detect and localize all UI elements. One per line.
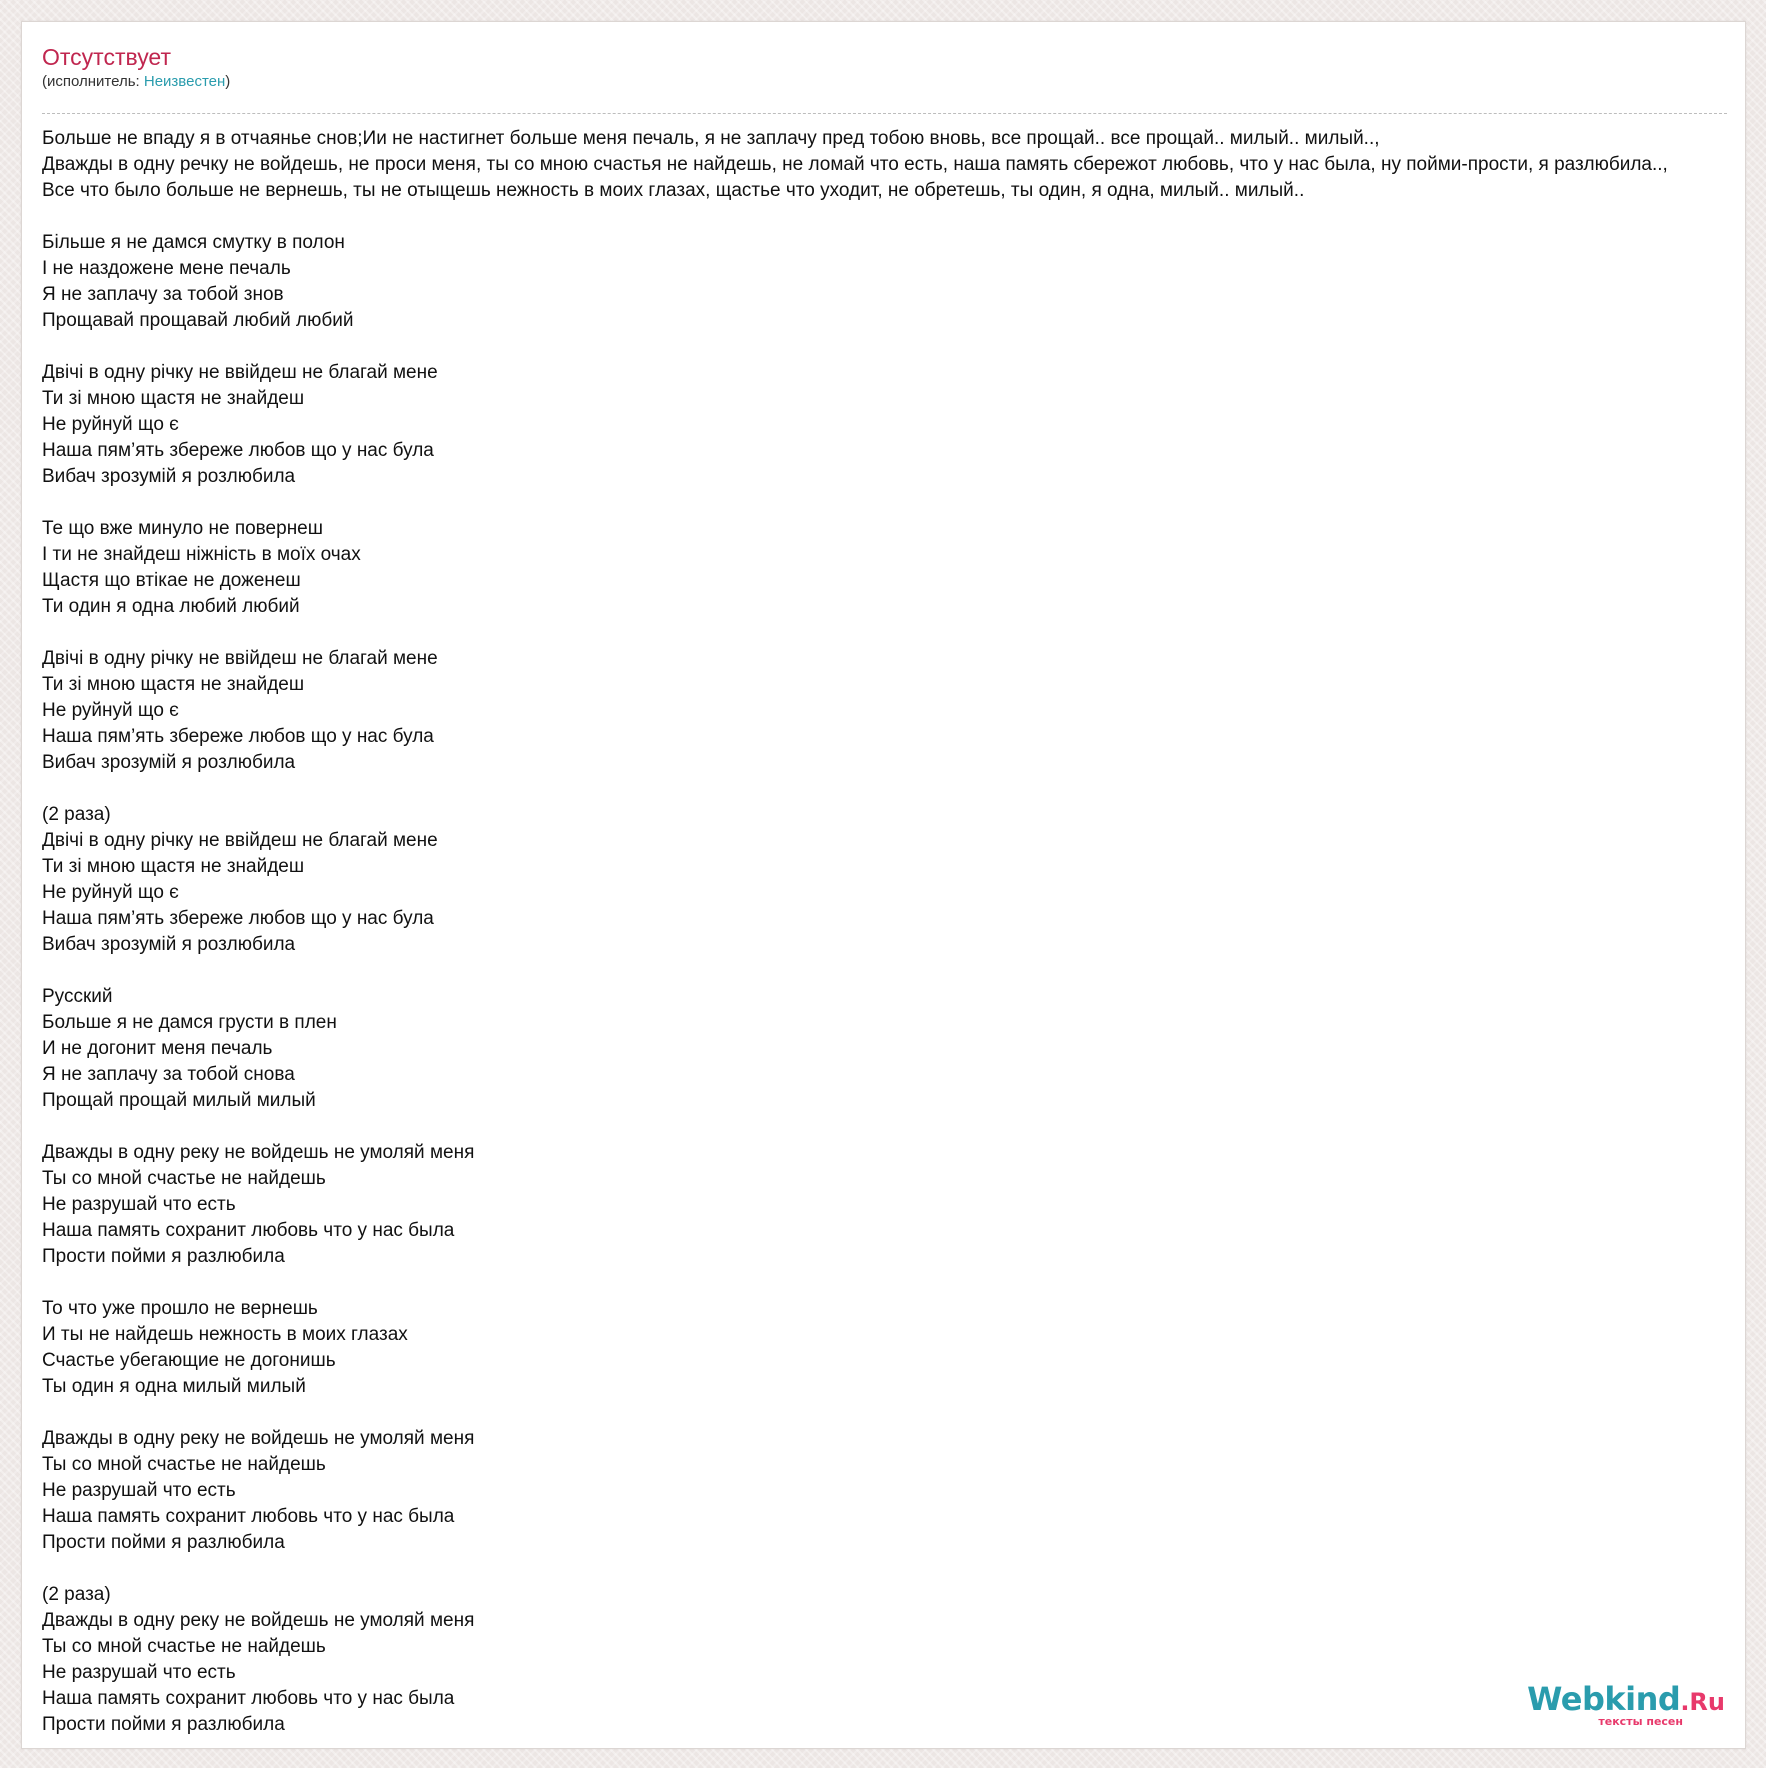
lyric-blank-line xyxy=(42,1556,1745,1582)
lyric-line: Не руйнуй що є xyxy=(42,882,179,903)
lyric-line: І ти не знайдеш ніжність в моїх очах xyxy=(42,544,361,565)
lyric-line: Не разрушай что есть xyxy=(42,1194,236,1215)
lyric-line: Більше я не дамся смутку в полон xyxy=(42,232,345,253)
lyric-line: Не руйнуй що є xyxy=(42,414,179,435)
lyric-line: Не руйнуй що є xyxy=(42,700,179,721)
lyric-blank-line xyxy=(42,334,1745,360)
performer-prefix: (исполнитель: xyxy=(42,73,144,90)
lyric-line: Прости пойми я разлюбила xyxy=(42,1246,285,1267)
lyric-line: Ты один я одна милый милый xyxy=(42,1376,306,1397)
lyric-line: Не разрушай что есть xyxy=(42,1662,236,1683)
lyric-line: И не догонит меня печаль xyxy=(42,1038,273,1059)
lyric-line: Ти зі мною щастя не знайдеш xyxy=(42,856,305,877)
lyric-blank-line xyxy=(42,958,1745,984)
lyric-line: Наша память сохранит любовь что у нас была xyxy=(42,1220,455,1241)
lyric-line: Те що вже минуло не повернеш xyxy=(42,518,323,539)
lyric-line: Вибач зрозумій я розлюбила xyxy=(42,466,296,487)
lyric-line: Я не заплачу за тобой знов xyxy=(42,284,284,305)
lyric-line: Ты со мной счастье не найдешь xyxy=(42,1454,326,1475)
lyric-line: Все что было больше не вернешь, ты не отыщешь нежность в моих глазах, щастье что уходит, не обретешь, ты один, я одна, милый.. милый.. xyxy=(42,180,1305,201)
watermark-brand: Webkind xyxy=(1527,1680,1681,1718)
lyric-line: Двічі в одну річку не ввійдеш не благай мене xyxy=(42,362,438,383)
lyric-blank-line xyxy=(42,620,1745,646)
lyric-line: Наша пям’ять збереже любов що у нас була xyxy=(42,908,434,929)
lyric-blank-line xyxy=(42,1400,1745,1426)
lyric-line: Ти зі мною щастя не знайдеш xyxy=(42,388,305,409)
lyric-line: Ты со мной счастье не найдешь xyxy=(42,1168,326,1189)
lyric-line: Щастя що втікае не доженеш xyxy=(42,570,301,591)
lyric-line: Наша пям’ять збереже любов що у нас була xyxy=(42,440,434,461)
lyric-line: Не разрушай что есть xyxy=(42,1480,236,1501)
webkind-watermark-logo xyxy=(1525,1682,1725,1726)
lyric-line: Ти зі мною щастя не знайдеш xyxy=(42,674,305,695)
lyric-line: Больше я не дамся грусти в плен xyxy=(42,1012,337,1033)
lyric-line: Прощавай прощавай любий любий xyxy=(42,310,354,331)
lyric-line: Двічі в одну річку не ввійдеш не благай мене xyxy=(42,830,438,851)
lyric-line: Прости пойми я разлюбила xyxy=(42,1532,285,1553)
lyric-line: Ти один я одна любий любий xyxy=(42,596,300,617)
lyric-line: (2 раза) xyxy=(42,804,111,825)
lyric-line: Прости пойми я разлюбила xyxy=(42,1714,285,1735)
lyric-line: Больше не впаду я в отчаянье снов;Ии не настигнет больше меня печаль, я не заплачу пред тобою вновь, все прощай.. все прощай.. милый.. милый.., xyxy=(42,128,1380,149)
lyric-line: И ты не найдешь нежность в моих глазах xyxy=(42,1324,408,1345)
lyrics-page xyxy=(21,21,1746,1749)
watermark-tagline: тексты песен xyxy=(1598,1715,1683,1728)
performer-suffix: ) xyxy=(225,73,231,90)
lyric-line: Вибач зрозумій я розлюбила xyxy=(42,752,296,773)
lyric-line: Русский xyxy=(42,986,113,1007)
lyric-blank-line xyxy=(42,490,1745,516)
lyric-line: Наша пям’ять збереже любов що у нас була xyxy=(42,726,434,747)
lyric-line: Наша память сохранит любовь что у нас была xyxy=(42,1688,455,1709)
lyrics-text xyxy=(42,126,1745,1738)
lyric-line: Прощай прощай милый милый xyxy=(42,1090,316,1111)
lyric-line: І не наздожене мене печаль xyxy=(42,258,291,279)
song-title: Отсутствует xyxy=(42,44,171,70)
song-header xyxy=(42,43,1727,114)
watermark-tld: .Ru xyxy=(1680,1688,1725,1716)
lyric-line: То что уже прошло не вернешь xyxy=(42,1298,318,1319)
lyric-blank-line xyxy=(42,1114,1745,1140)
lyric-line: Вибач зрозумій я розлюбила xyxy=(42,934,296,955)
lyric-line: Двічі в одну річку не ввійдеш не благай мене xyxy=(42,648,438,669)
lyric-line: Наша память сохранит любовь что у нас была xyxy=(42,1506,455,1527)
lyric-line: Дважды в одну реку не войдешь не умоляй меня xyxy=(42,1142,475,1163)
lyric-line: Счастье убегающие не догонишь xyxy=(42,1350,336,1371)
lyric-blank-line xyxy=(42,1270,1745,1296)
lyric-line: Дважды в одну реку не войдешь не умоляй меня xyxy=(42,1610,475,1631)
lyric-line: Я не заплачу за тобой снова xyxy=(42,1064,295,1085)
lyric-blank-line xyxy=(42,204,1745,230)
lyric-line: Ты со мной счастье не найдешь xyxy=(42,1636,326,1657)
lyric-blank-line xyxy=(42,776,1745,802)
performer-link[interactable]: Неизвестен xyxy=(143,73,226,90)
lyric-line: Дважды в одну реку не войдешь не умоляй меня xyxy=(42,1428,475,1449)
lyric-line: Дважды в одну речку не войдешь, не проси меня, ты со мною счастья не найдешь, не ломай что есть, наша память сбережот любовь, что у нас была, ну пойми-прости, я разлюбила.., xyxy=(42,154,1668,175)
performer-line xyxy=(42,73,230,91)
lyric-line: (2 раза) xyxy=(42,1584,111,1605)
